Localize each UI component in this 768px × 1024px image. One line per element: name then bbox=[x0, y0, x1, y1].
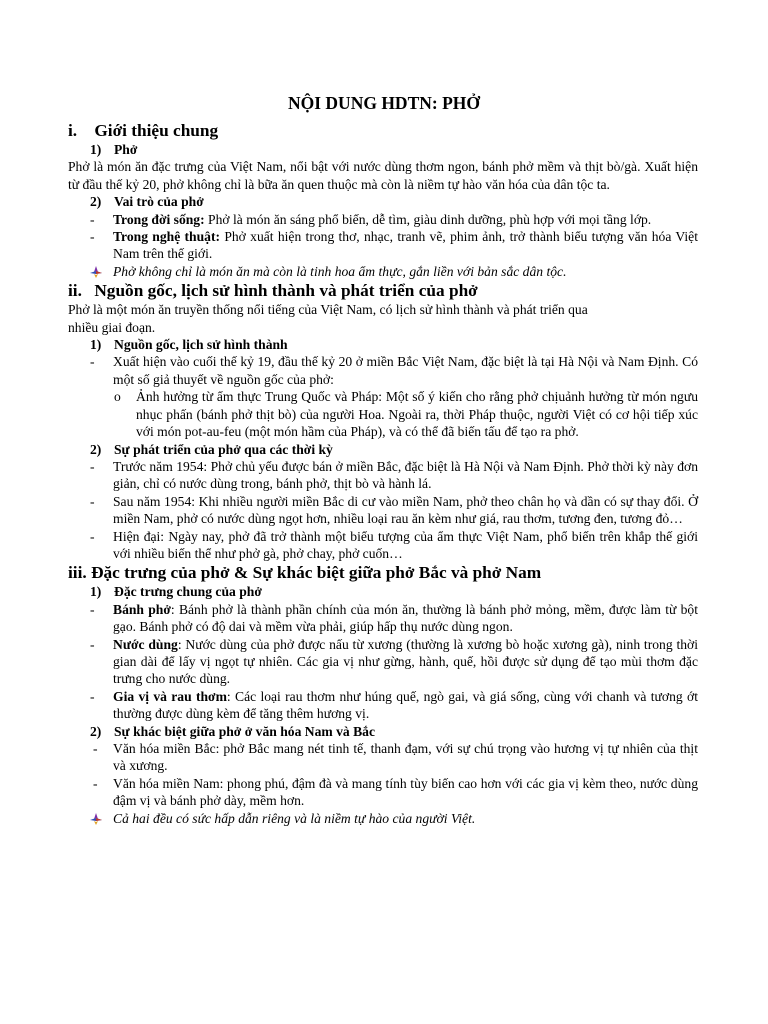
section-heading-1 bbox=[68, 120, 698, 141]
note-text: Phở không chỉ là món ăn mà còn là tinh hoa ẩm thực, gắn liền với bản sắc dân tộc. bbox=[113, 263, 567, 279]
item-text: : Bánh phở là thành phần chính của món ăn, thường là bánh phở mỏng, mềm, được làm từ bột gạo. Bánh phở có độ dai và mềm vừa phải, giúp hấp thụ nước dùng ngon. bbox=[113, 601, 698, 635]
dash-bullet: - bbox=[90, 601, 95, 617]
list-item bbox=[68, 740, 698, 775]
item-text: Phở xuất hiện trong thơ, nhạc, tranh vẽ, phim ảnh, trở thành biểu tượng văn hóa Việt Nam trên thế giới. bbox=[113, 229, 698, 262]
dash-bullet: - bbox=[90, 458, 95, 474]
subheading-title: Nguồn gốc, lịch sử hình thành bbox=[114, 337, 288, 353]
subheading-number: 2) bbox=[90, 194, 102, 210]
item-label: Gia vị và rau thơm bbox=[113, 688, 227, 704]
sub-list-item bbox=[68, 388, 698, 440]
item-text: Hiện đại: Ngày nay, phở đã trở thành một biểu tượng của ẩm thực Việt Nam, phổ biến trên khắp thế giới với nhiều biến thể như phở gà, phở chay, phở cuốn… bbox=[113, 528, 698, 561]
section-heading-2 bbox=[68, 280, 698, 301]
section-number: i. bbox=[68, 121, 78, 140]
subheading-number: 1) bbox=[90, 142, 102, 157]
dash-bullet: - bbox=[90, 636, 95, 652]
item-text: Ảnh hưởng từ ẩm thực Trung Quốc và Pháp: Một số ý kiến cho rằng phở chịuảnh hưởng từ món ngưu nhục phấn (bánh phở thịt bò) của người Hoa. Ngoài ra, thời Pháp thuộc, người Việt có cơ hội tiếp xúc với món pot-au-feu (một món hầm của Pháp), và có thể đã biến tấu để tạo ra phở. bbox=[136, 389, 698, 440]
item-text: : Nước dùng của phở được nấu từ xương (thường là xương bò hoặc xương gà), ninh trong thời gian dài để lấy vị ngọt tự nhiên. Các gia vị như gừng, hành, quế, hồi được sử dụng để tạo mùi thơm đặc trưng cho nước dùng. bbox=[113, 636, 698, 687]
item-text: Văn hóa miền Nam: phong phú, đậm đà và mang tính tùy biến cao hơn với các gia vị kèm theo, nước dùng đậm vị và bánh phở dày, mềm hơn. bbox=[113, 775, 698, 809]
diamond-arrow-bullet-icon bbox=[90, 813, 102, 825]
subheading bbox=[68, 141, 698, 158]
subheading bbox=[68, 583, 698, 600]
list-item bbox=[68, 688, 698, 723]
dash-bullet: - bbox=[90, 354, 95, 370]
list-item bbox=[68, 775, 698, 810]
list-item bbox=[68, 493, 698, 528]
dash-bullet: - bbox=[90, 528, 95, 544]
dash-bullet: - bbox=[90, 493, 95, 509]
subheading-title: Sự khác biệt giữa phở ở văn hóa Nam và Bắc bbox=[114, 723, 375, 739]
list-item bbox=[68, 353, 698, 388]
circle-bullet: o bbox=[114, 389, 121, 405]
paragraph: Phở là món ăn đặc trưng của Việt Nam, nổi bật với nước dùng thơm ngon, bánh phở mềm và thịt bò/gà. Xuất hiện từ đầu thế kỷ 20, phở không chỉ là bữa ăn quen thuộc mà còn là niềm tự hào văn hóa của dân tộc ta. bbox=[68, 159, 698, 192]
section-title: Đặc trưng của phở & Sự khác biệt giữa phở Bắc và phở Nam bbox=[91, 563, 542, 583]
item-text: Văn hóa miền Bắc: phở Bắc mang nét tinh tế, thanh đạm, với sự chú trọng vào hương vị tự nhiên của thịt và xương. bbox=[113, 741, 698, 774]
list-item bbox=[68, 458, 698, 493]
dash-bullet: - bbox=[90, 688, 95, 704]
subheading bbox=[68, 723, 698, 740]
list-item bbox=[68, 211, 698, 228]
section-title: Giới thiệu chung bbox=[94, 121, 219, 140]
item-label: Trong nghệ thuật: bbox=[113, 229, 221, 245]
subheading-number: 2) bbox=[90, 441, 102, 457]
item-text: : Các loại rau thơm như húng quế, ngò gai, và giá sống, cùng với chanh và tương ớt thường được dùng kèm để tăng thêm hương vị. bbox=[113, 688, 698, 722]
item-label: Nước dùng bbox=[113, 636, 178, 652]
note-item bbox=[68, 263, 698, 280]
item-text: Xuất hiện vào cuối thế kỷ 19, đầu thế kỷ 20 ở miền Bắc Việt Nam, đặc biệt là tại Hà Nội và Nam Định. Có một số giả thuyết về nguồn gốc của phở: bbox=[113, 354, 698, 387]
section-number: iii. bbox=[68, 563, 87, 583]
subheading-number: 1) bbox=[90, 584, 102, 600]
note-item bbox=[68, 810, 698, 827]
subheading bbox=[68, 441, 698, 458]
subheading bbox=[68, 193, 698, 210]
subheading bbox=[68, 336, 698, 353]
dash-bullet: - bbox=[90, 229, 95, 245]
item-text: Trước năm 1954: Phở chủ yếu được bán ở miền Bắc, đặc biệt là Hà Nội và Nam Định. Phở thời kỳ này đơn giản, chỉ có nước dùng trong, bánh phở, thịt bò và hành lá. bbox=[113, 458, 698, 492]
section-heading-3 bbox=[68, 562, 698, 583]
diamond-arrow-bullet-icon bbox=[90, 266, 102, 278]
section-number: ii. bbox=[68, 281, 82, 301]
note-text: Cả hai đều có sức hấp dẫn riêng và là niềm tự hào của người Việt. bbox=[113, 810, 476, 826]
list-item bbox=[68, 528, 698, 563]
list-item bbox=[68, 228, 698, 263]
subheading-title: Vai trò của phở bbox=[114, 194, 204, 210]
list-item bbox=[68, 601, 698, 636]
subheading-title: Đặc trưng chung của phở bbox=[114, 584, 262, 600]
paragraph: Phở là một món ăn truyền thống nổi tiếng của Việt Nam, có lịch sử hình thành và phát triển qua nhiều giai đoạn. bbox=[68, 302, 588, 335]
subheading-title: Sự phát triển của phở qua các thời kỳ bbox=[114, 441, 333, 457]
dash-bullet: - bbox=[90, 211, 95, 227]
subheading-number: 2) bbox=[90, 723, 102, 739]
list-item bbox=[68, 636, 698, 688]
subheading-number: 1) bbox=[90, 337, 102, 353]
subheading-title: Phở bbox=[114, 142, 138, 157]
dash-bullet: - bbox=[93, 741, 98, 756]
section-title: Nguồn gốc, lịch sử hình thành và phát triển của phở bbox=[94, 281, 478, 301]
dash-bullet: - bbox=[93, 775, 98, 791]
page-title: NỘI DUNG HDTN: PHỞ bbox=[287, 93, 480, 113]
item-label: Trong đời sống: bbox=[113, 211, 205, 227]
item-text: Phở là món ăn sáng phổ biến, dễ tìm, giàu dinh dưỡng, phù hợp với mọi tầng lớp. bbox=[204, 211, 652, 227]
item-text: Sau năm 1954: Khi nhiều người miền Bắc di cư vào miền Nam, phở theo chân họ và dần có sự thay đổi. Ở miền Nam, phở có nước dùng ngọt hơn, nhiều loại rau ăn kèm như giá, rau thơm, tương đen, tương đỏ… bbox=[113, 493, 698, 527]
item-label: Bánh phở bbox=[113, 601, 171, 617]
